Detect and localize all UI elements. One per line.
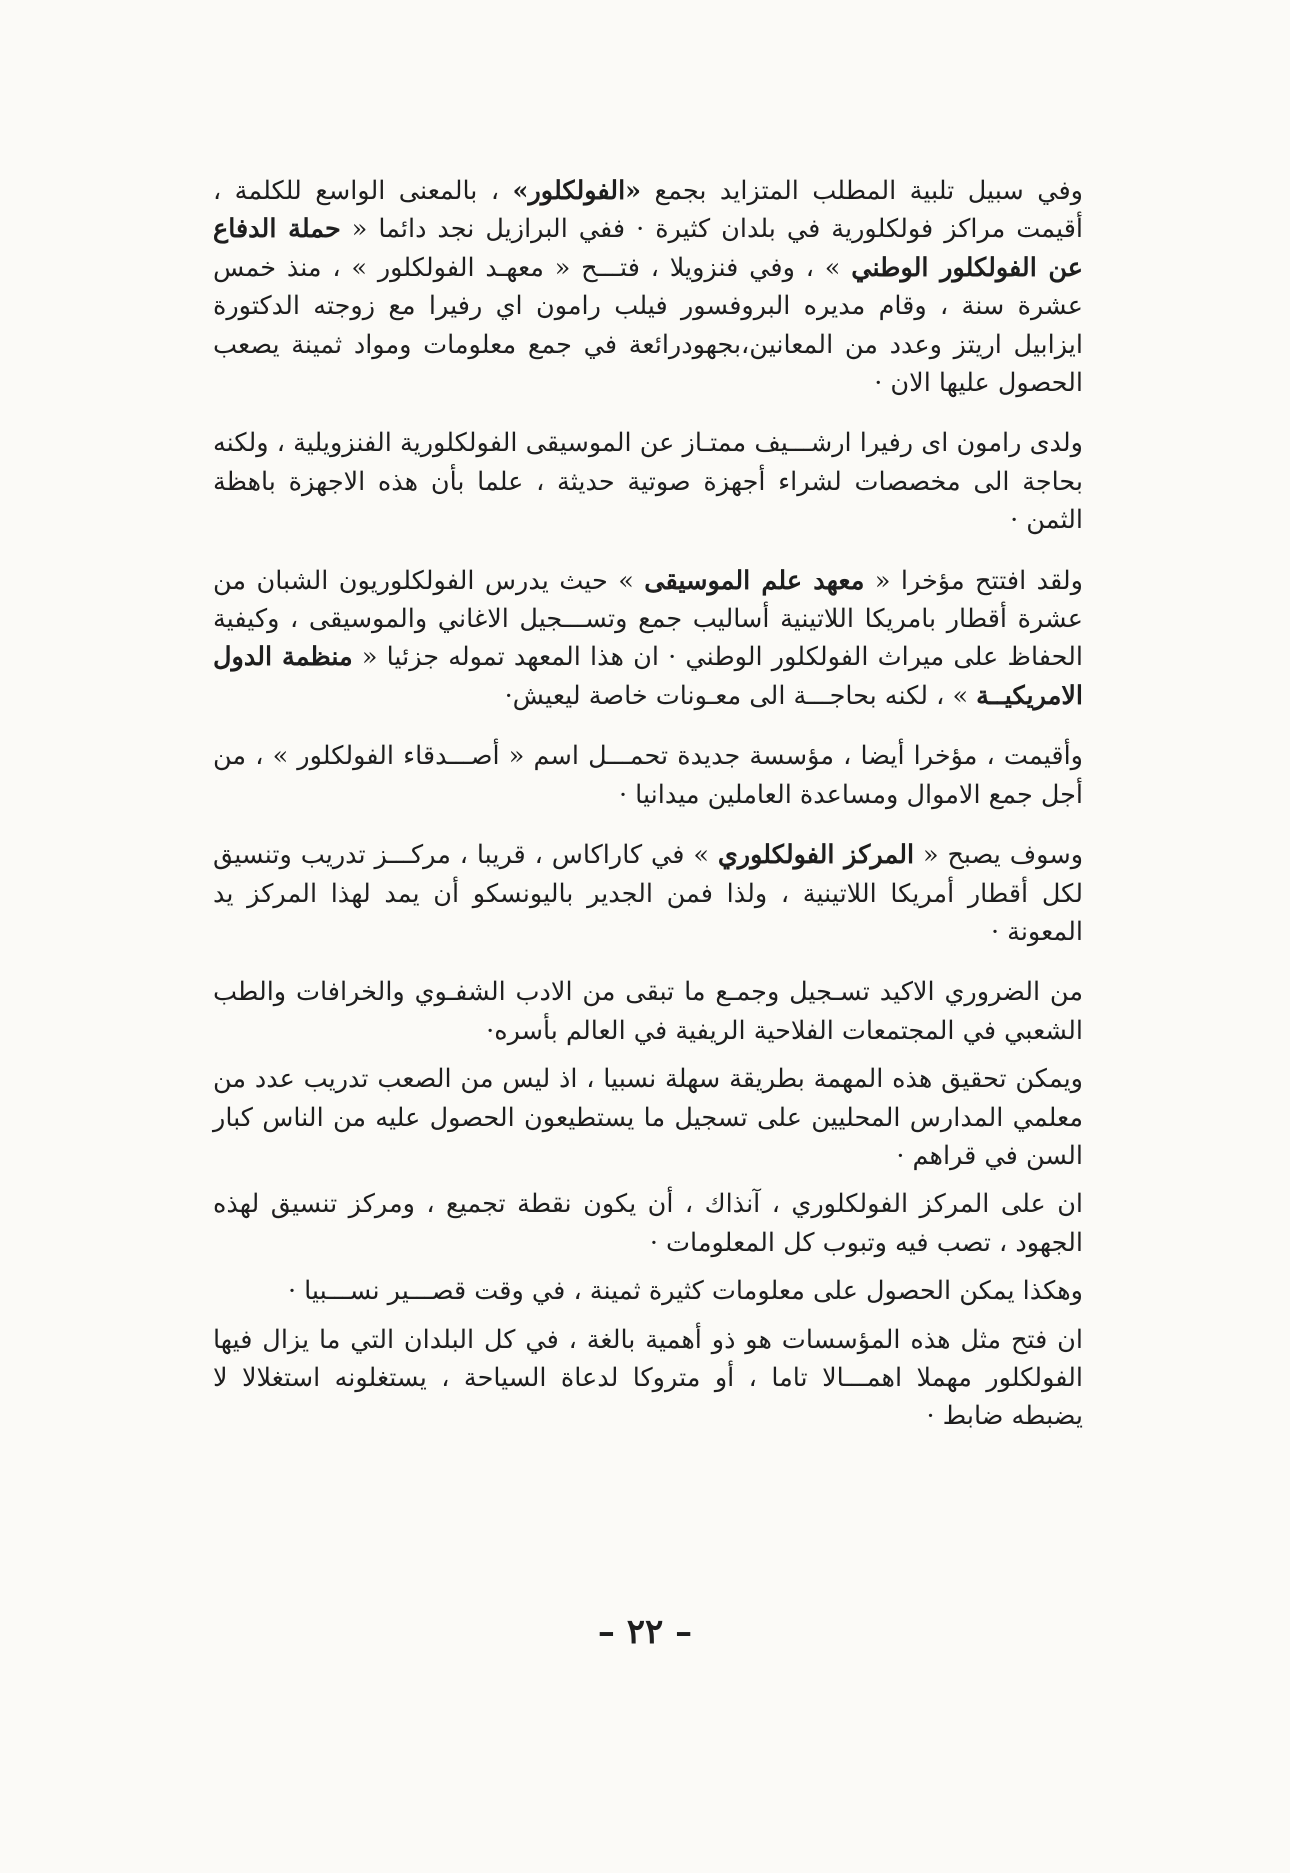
text-run: » في كاراكاس ، قريبا ، مركـــز تدريب وتنسيق لكل أقطار أمريكا اللاتينية ، ولذا فمن الجدير باليونسكو أن يمد لهذا المركز يد المعونة · bbox=[213, 840, 1083, 947]
text-run: ان على المركز الفولكلوري ، آنذاك ، أن يكون نقطة تجميع ، ومركز تنسيق لهذه الجهود ، تصب فيه وتبوب كل المعلومات · bbox=[213, 1189, 1083, 1258]
paragraph bbox=[213, 172, 1083, 402]
text-run: » حيث يدرس الفولكلوريون الشبان من عشرة أقطار بامريكا اللاتينية أساليب جمع وتســـجيل الاغاني والموسيقى ، وكيفية الحفاظ على ميراث الفولكلور الوطني · ان هذا المعهد تموله جزئيا « bbox=[213, 565, 1084, 673]
text-run: وفي سبيل تلبية المطلب المتزايد بجمع bbox=[641, 176, 1083, 206]
paragraph bbox=[213, 973, 1083, 1050]
body-text bbox=[213, 172, 1083, 1446]
paragraph bbox=[213, 1185, 1083, 1262]
text-run: » ، وفي فنزويلا ، فتـــح « معهـد الفولكلور » ، منذ خمس عشرة سنة ، وقام مديره البروفسور فيلب رامون اي رفيرا مع زوجته الدكتورة ايزابيل اريتز وعدد من المعانين،بجهودرائعة في جمع معلومات ومواد ثمينة يصعب الحصول عليها الان · bbox=[213, 252, 1083, 399]
text-run: ولقد افتتح مؤخرا « bbox=[864, 565, 1083, 596]
text-run: من الضروري الاكيد تسـجيل وجمـع ما تبقى من الادب الشفـوي والخرافات والطب الشعبي في المجتمعات الفلاحية الريفية في العالم بأسره· bbox=[213, 977, 1083, 1046]
paragraph bbox=[213, 562, 1083, 716]
bold-term: «الفولكلور» bbox=[512, 176, 642, 206]
text-run: ان فتح مثل هذه المؤسسات هو ذو أهمية بالغة ، في كل البلدان التي ما يزال فيها الفولكلور مهملا اهمـــالا تاما ، أو متروكا لدعاة السياحة ، يستغلونه استغلالا لا يضبطه ضابط · bbox=[213, 1324, 1083, 1432]
bold-term: حملة الدفاع عن الفولكلور الوطني bbox=[213, 214, 1083, 283]
text-run: وسوف يصبح « bbox=[914, 840, 1084, 871]
paragraph bbox=[213, 1321, 1083, 1436]
text-run: ويمكن تحقيق هذه المهمة بطريقة سهلة نسبيا ، اذ ليس من الصعب تدريب عدد من معلمي المدارس المحليين على تسجيل ما يستطيعون الحصول عليه من الناس كبار السن في قراهم · bbox=[213, 1064, 1083, 1171]
text-run: » ، لكنه بحاجـــة الى معـونات خاصة ليعيش· bbox=[504, 680, 977, 711]
text-run: وأقيمت ، مؤخرا أيضا ، مؤسسة جديدة تحمـــل اسم « أصـــدقاء الفولكلور » ، من أجل جمع الاموال ومساعدة العاملين ميدانيا · bbox=[213, 741, 1083, 810]
paragraph bbox=[213, 424, 1083, 539]
bold-term: المركز الفولكلوري bbox=[717, 840, 915, 871]
text-run: ، بالمعنى الواسع للكلمة ، أقيمت مراكز فولكلورية في بلدان كثيرة · ففي البرازيل نجد دائما « bbox=[213, 176, 1083, 245]
bold-term: منظمة الدول الامريكيــة bbox=[213, 642, 1083, 711]
text-run: ولدى رامون اى رفيرا ارشـــيف ممتـاز عن الموسيقى الفولكلورية الفنزويلية ، ولكنه بحاجة الى مخصصات لشراء أجهزة صوتية حديثة ، علما بأن هذه الاجهزة باهظة الثمن · bbox=[213, 428, 1083, 536]
paragraph bbox=[213, 737, 1083, 814]
page-number: – ٢٢ – bbox=[597, 1612, 693, 1652]
paragraph bbox=[213, 836, 1083, 951]
text-run: وهكذا يمكن الحصول على معلومات كثيرة ثمينة ، في وقت قصـــير نســـبيا · bbox=[287, 1276, 1083, 1307]
paragraph bbox=[213, 1060, 1083, 1175]
bold-term: معهد علم الموسيقى bbox=[644, 565, 865, 596]
paragraph bbox=[213, 1272, 1083, 1310]
